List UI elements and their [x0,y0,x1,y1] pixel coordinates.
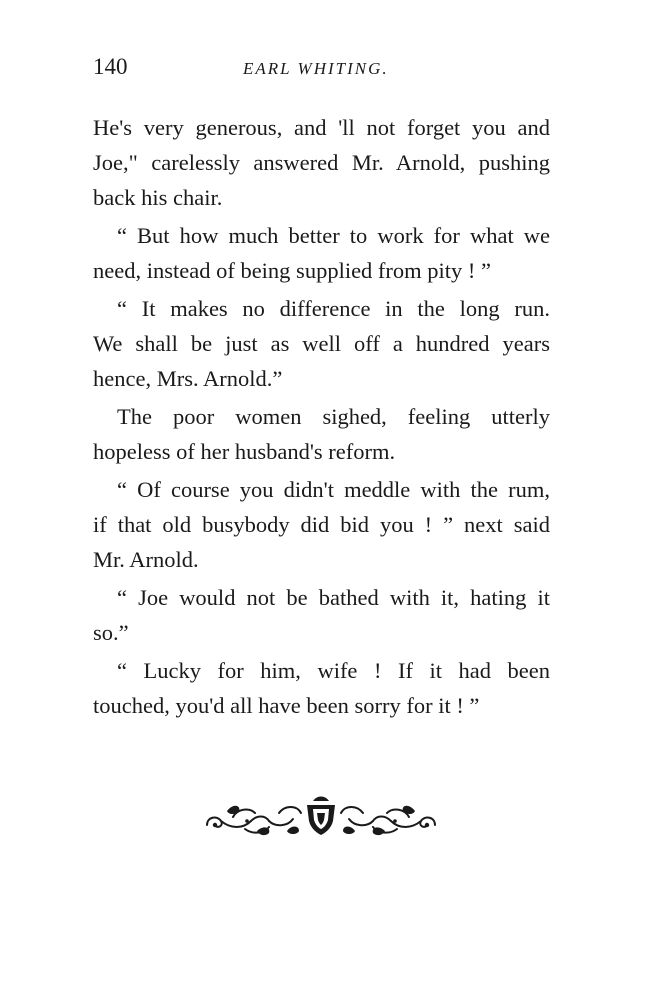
text-line: “ Of course you didn't meddle with the rum, [117,477,550,502]
text-line: hopeless of her husband's reform. [93,439,396,464]
text-line: if that old busybody did bid you ! ” next said [93,512,550,537]
text-line: hence, Mrs. Arnold.” [93,366,283,391]
text-line: need, instead of being supplied from pity ! ” [93,258,492,283]
text-line: He's very generous, and 'll not forget you and [93,115,550,140]
text-line: The poor women sighed, feeling utterly [117,404,550,429]
text-line: “ Lucky for him, wife ! If it had been [117,658,550,683]
page-number: 140 [93,54,128,79]
floral-vignette-ornament-icon [203,795,439,839]
text-line: We shall be just as well off a hundred years [93,331,550,356]
text-line: “ Joe would not be bathed with it, hating it [117,585,550,610]
text-line: touched, you'd all have been sorry for it ! ” [93,693,480,718]
text-line: “ It makes no difference in the long run. [117,296,550,321]
text-line: back his chair. [93,185,223,210]
text-line: Mr. Arnold. [93,547,199,572]
text-line: Joe," carelessly answered Mr. Arnold, pushing [93,150,550,175]
text-line: “ But how much better to work for what we [117,223,550,248]
text-line: so.” [93,620,129,645]
running-head: EARL WHITING. [243,59,389,78]
body-text [93,110,550,723]
